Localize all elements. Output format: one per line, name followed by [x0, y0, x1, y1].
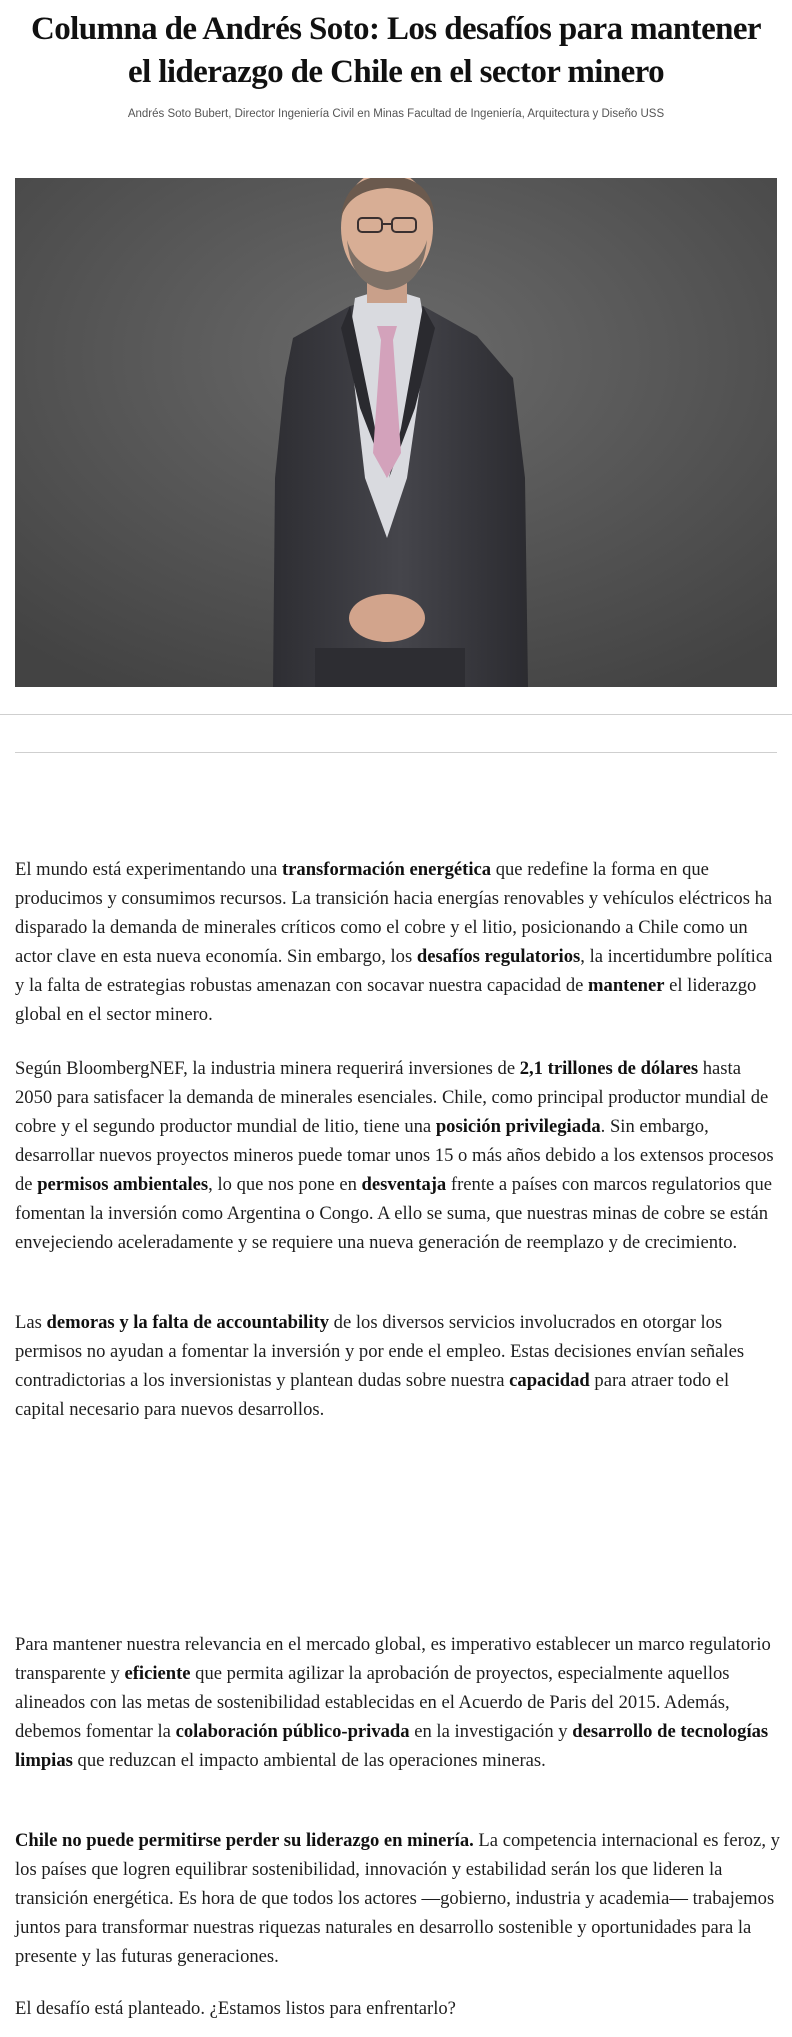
article-paragraph-5: Chile no puede permitirse perder su liderazgo en minería. La competencia internacional es feroz, y los países que logren equilibrar sostenibilidad, innovación y estabilidad serán los que lideren la transición energética. Es hora de que todos los actores —gobierno, industria y academia— trabajemos juntos para transformar nuestras riquezas naturales en desarrollo sostenible y oportunidades para la presente y las futuras generaciones. [15, 1830, 780, 1967]
section-divider-top [0, 714, 792, 715]
article-headline: Columna de Andrés Soto: Los desafíos para mantener el liderazgo de Chile en el sector minero [31, 11, 761, 90]
article-paragraph-4: Para mantener nuestra relevancia en el mercado global, es imperativo establecer un marco regulatorio transparente y eficiente que permita agilizar la aprobación de proyectos, especialmente aquellos alineados con las metas de sostenibilidad establecidas en el Acuerdo de Paris del 2015. Además, debemos fomentar la colaboración público-privada en la investigación y desarrollo de tecnologías limpias que reduzcan el impacto ambiental de las operaciones mineras. [15, 1634, 771, 1771]
article-paragraph-2: Según BloombergNEF, la industria minera requerirá inversiones de 2,1 trillones de dólares hasta 2050 para satisfacer la demanda de minerales esenciales. Chile, como principal productor mundial de cobre y el segundo productor mundial de litio, tiene una posición privilegiada. Sin embargo, desarrollar nuevos proyectos mineros puede tomar unos 15 o más años debido a los extensos procesos de permisos ambientales, lo que nos pone en desventaja frente a países con marcos regulatorios que fomentan la inversión como Argentina o Congo. A ello se suma, que nuestras minas de cobre se están envejeciendo aceleradamente y se requiere una nueva generación de reemplazo y de crecimiento. [15, 1058, 774, 1253]
section-divider-bottom [15, 752, 777, 753]
article-byline: Andrés Soto Bubert, Director Ingeniería Civil en Minas Facultad de Ingeniería, Arquitectura y Diseño USS [127, 108, 665, 120]
article-paragraph-3: Las demoras y la falta de accountability de los diversos servicios involucrados en otorgar los permisos no ayudan a fomentar la inversión y por ende el empleo. Estas decisiones envían señales contradictorias a los inversionistas y plantean dudas sobre nuestra capacidad para atraer todo el capital necesario para nuevos desarrollos. [15, 1312, 745, 1420]
article-paragraph-6: El desafío está planteado. ¿Estamos listos para enfrentarlo? [15, 1998, 456, 2019]
article-paragraph-1: El mundo está experimentando una transformación energética que redefine la forma en que producimos y consumimos recursos. La transición hacia energías renovables y vehículos eléctricos ha disparado la demanda de minerales críticos como el cobre y el litio, posicionando a Chile como un actor clave en esta nueva economía. Sin embargo, los desafíos regulatorios, la incertidumbre política y la falta de estrategias robustas amenazan con socavar nuestra capacidad de mantener el liderazgo global en el sector minero. [15, 859, 773, 1025]
author-portrait-illustration [15, 178, 777, 687]
author-photo [15, 178, 777, 687]
